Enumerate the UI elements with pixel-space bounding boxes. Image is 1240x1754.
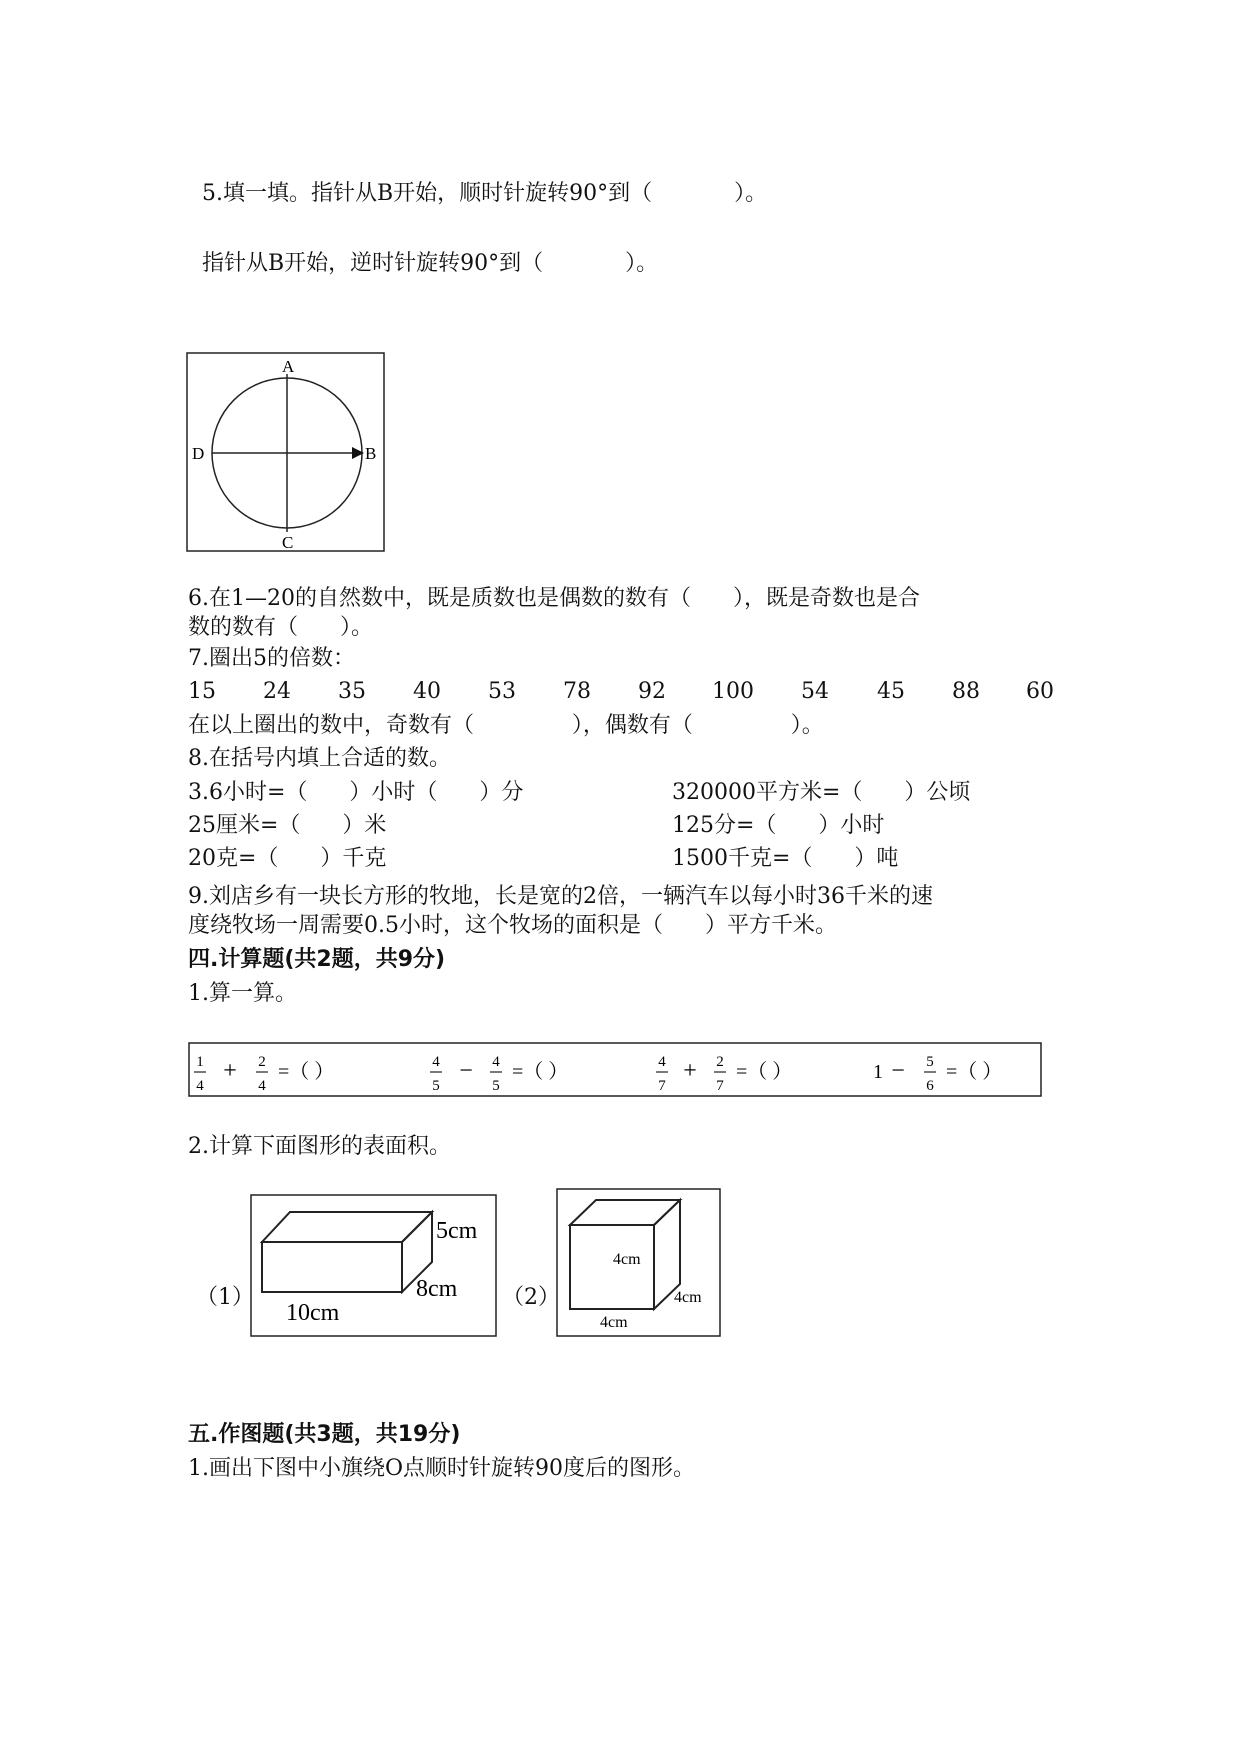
number-item[interactable]: 45 — [877, 679, 905, 704]
section4-q2-title: 2.计算下面图形的表面积。 — [188, 1134, 451, 1159]
frac-op: − — [891, 1058, 905, 1084]
q7-number-row — [188, 678, 1058, 706]
number-item[interactable]: 53 — [488, 679, 516, 704]
section5-heading: 五.作图题(共3题，共19分) — [188, 1422, 461, 1447]
number-item[interactable]: 92 — [638, 679, 666, 704]
fraction-item-1 — [194, 1054, 334, 1094]
frac-num: 4 — [492, 1054, 500, 1070]
q5-line2 — [188, 222, 658, 278]
dim-length: 4cm — [600, 1314, 628, 1331]
label-a: A — [282, 357, 295, 376]
label-d: D — [192, 444, 205, 463]
frac-op: + — [223, 1058, 237, 1084]
q8-row1-left: 3.6小时=（ ）小时（ ）分 — [188, 780, 524, 805]
frac-whole: 1 — [873, 1061, 883, 1083]
q5-line1 — [188, 152, 767, 208]
q5-line1-text: 5.填一填。指针从B开始，顺时针旋转90°到（ — [202, 181, 653, 206]
dim-length: 10cm — [286, 1300, 340, 1326]
dim-width: 8cm — [416, 1276, 458, 1302]
frac-den: 4 — [258, 1078, 266, 1094]
frac-num: 2 — [258, 1054, 266, 1070]
frac-den: 5 — [492, 1078, 500, 1094]
frac-num: 4 — [658, 1054, 666, 1070]
frac-tail: =（ ） — [736, 1061, 793, 1083]
section5-q1: 1.画出下图中小旗绕O点顺时针旋转90度后的图形。 — [188, 1456, 696, 1481]
q8-row3-left: 20克=（ ）千克 — [188, 846, 387, 871]
dim-width: 4cm — [674, 1289, 702, 1306]
number-item[interactable]: 24 — [263, 679, 291, 704]
q5-line2-end: ）。 — [625, 251, 659, 276]
q8-row2-right: 125分=（ ）小时 — [672, 813, 885, 838]
frac-op: + — [683, 1058, 697, 1084]
dim-height: 4cm — [613, 1251, 641, 1268]
number-item[interactable]: 35 — [338, 679, 366, 704]
frac-den: 7 — [658, 1078, 666, 1094]
number-item[interactable]: 78 — [563, 679, 591, 704]
dim-height: 5cm — [436, 1218, 478, 1244]
q7-line: 在以上圈出的数中，奇数有（ ），偶数有（ ）。 — [188, 713, 824, 738]
q8-title: 8.在括号内填上合适的数。 — [188, 746, 451, 771]
q6-line2: 数的数有（ ）。 — [188, 615, 373, 640]
cuboid-figure — [250, 1194, 498, 1338]
q9-line2: 度绕牧场一周需要0.5小时，这个牧场的面积是（ ）平方千米。 — [188, 913, 837, 938]
q6-line1: 6.在1—20的自然数中，既是质数也是偶数的数有（ ），既是奇数也是合 — [188, 586, 920, 611]
q8-row2-left: 25厘米=（ ）米 — [188, 813, 387, 838]
q9-line1: 9.刘店乡有一块长方形的牧地，长是宽的2倍，一辆汽车以每小时36千米的速 — [188, 884, 933, 909]
number-item[interactable]: 60 — [1026, 679, 1054, 704]
frac-tail: =（ ） — [512, 1061, 569, 1083]
frac-num: 4 — [432, 1054, 440, 1070]
number-item[interactable]: 54 — [801, 679, 829, 704]
q5-line2-text: 指针从B开始，逆时针旋转90°到（ — [202, 251, 544, 276]
section4-q1-title: 1.算一算。 — [188, 981, 297, 1006]
cube-figure — [556, 1188, 722, 1338]
fraction-item-2 — [430, 1054, 568, 1094]
label-b: B — [365, 444, 377, 463]
fig2-label: （2） — [502, 1285, 560, 1310]
frac-den: 6 — [926, 1078, 934, 1094]
number-item[interactable]: 88 — [952, 679, 980, 704]
frac-num: 5 — [926, 1054, 934, 1070]
frac-tail: =（ ） — [946, 1061, 1003, 1083]
fraction-item-3 — [656, 1054, 792, 1094]
dial-diagram — [186, 352, 386, 553]
number-item[interactable]: 15 — [188, 679, 216, 704]
frac-den: 4 — [196, 1078, 204, 1094]
frac-num: 1 — [196, 1054, 204, 1070]
number-item[interactable]: 100 — [712, 679, 754, 704]
label-c: C — [282, 533, 294, 552]
frac-num: 2 — [716, 1054, 724, 1070]
frac-tail: =（ ） — [278, 1061, 335, 1083]
frac-den: 7 — [716, 1078, 724, 1094]
section4-heading: 四.计算题(共2题，共9分) — [188, 947, 446, 972]
fig1-label: （1） — [196, 1285, 254, 1310]
frac-den: 5 — [432, 1078, 440, 1094]
frac-op: − — [459, 1058, 473, 1084]
number-item[interactable]: 40 — [413, 679, 441, 704]
fraction-item-4 — [873, 1054, 1002, 1094]
q5-line1-end: ）。 — [734, 181, 768, 206]
q7-title: 7.圈出5的倍数： — [188, 646, 355, 671]
q8-row1-right: 320000平方米=（ ）公顷 — [672, 780, 971, 805]
fraction-strip — [188, 1042, 1043, 1098]
q8-row3-right: 1500千克=（ ）吨 — [672, 846, 899, 871]
